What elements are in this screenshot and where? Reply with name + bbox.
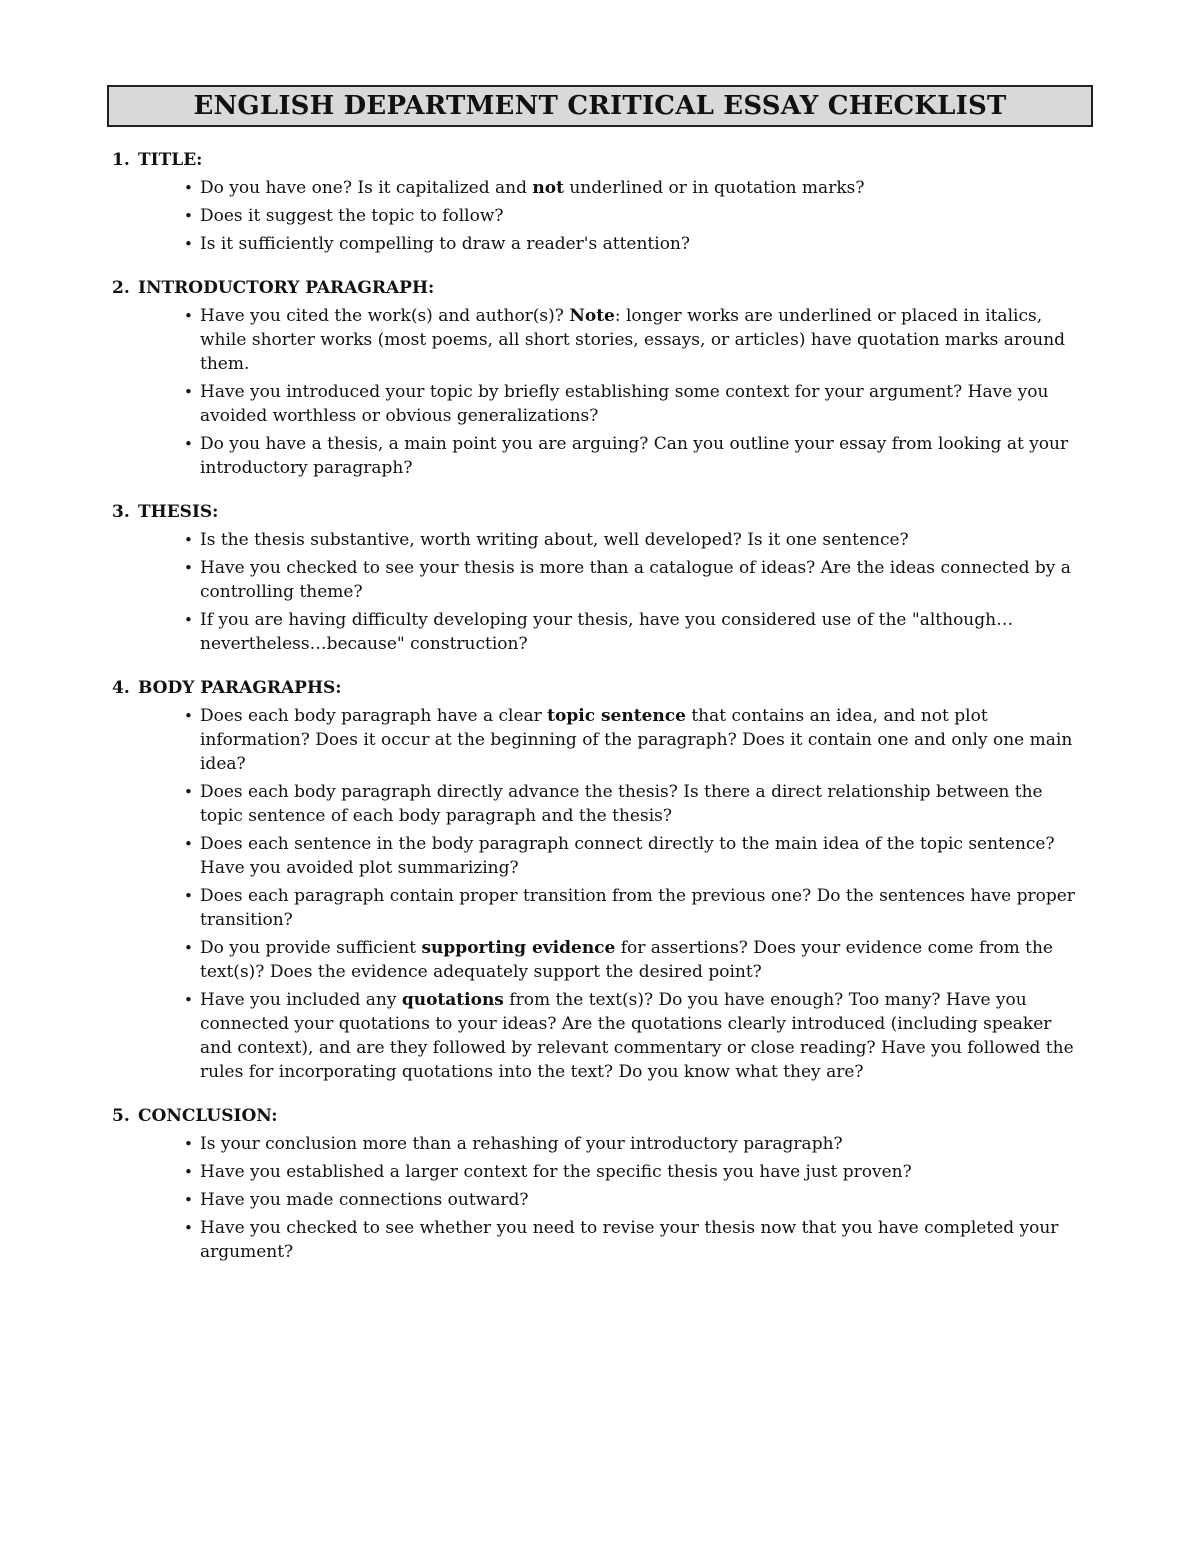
- section-heading: [112, 276, 1092, 300]
- checklist-item: [184, 304, 1084, 376]
- bullet-icon: •: [184, 707, 193, 725]
- item-emphasis: supporting evidence: [421, 938, 616, 958]
- checklist-item: [184, 608, 1084, 656]
- section-number: 1.: [112, 150, 130, 170]
- checklist-item: [184, 232, 1084, 256]
- item-text: Does each paragraph contain proper transition from the previous one? Do the sentences have proper transition?: [200, 886, 1075, 930]
- checklist-item: [184, 176, 1084, 200]
- bullet-icon: •: [184, 179, 193, 197]
- checklist-item: [184, 556, 1084, 604]
- section-heading: [112, 148, 1092, 172]
- checklist-item: [184, 832, 1084, 880]
- item-text: Do you have a thesis, a main point you are arguing? Can you outline your essay from looking at your introductory paragraph?: [200, 434, 1069, 478]
- section-number: 3.: [112, 502, 130, 522]
- item-text: If you are having difficulty developing your thesis, have you considered use of the "although…nevertheless…because" construction?: [200, 610, 1014, 654]
- bullet-icon: •: [184, 939, 193, 957]
- checklist-item: [184, 1216, 1084, 1264]
- item-text: Does each body paragraph directly advance the thesis? Is there a direct relationship between the topic sentence of each body paragraph and the thesis?: [200, 782, 1043, 826]
- bullet-icon: •: [184, 887, 193, 905]
- item-emphasis: not: [532, 178, 564, 198]
- checklist-item: [184, 704, 1084, 776]
- item-text: Is your conclusion more than a rehashing of your introductory paragraph?: [200, 1134, 843, 1154]
- item-text: Have you included any: [200, 990, 402, 1010]
- item-text: Does each body paragraph have a clear: [200, 706, 548, 726]
- item-text-continued: : longer works are underlined or placed in italics, while shorter works (most poems, all short stories, essays, or articles) have quotation marks around them.: [200, 306, 1066, 374]
- page-title: ENGLISH DEPARTMENT CRITICAL ESSAY CHECKLIST: [193, 91, 1007, 121]
- item-text: Does it suggest the topic to follow?: [200, 206, 504, 226]
- bullet-icon: •: [184, 1135, 193, 1153]
- checklist-item: [184, 780, 1084, 828]
- item-text-continued: underlined or in quotation marks?: [563, 178, 865, 198]
- checklist-item: [184, 204, 1084, 228]
- checklist-items: [112, 704, 1092, 1084]
- section-heading: [112, 676, 1092, 700]
- item-text: Do you provide sufficient: [200, 938, 422, 958]
- item-text: Is it sufficiently compelling to draw a reader's attention?: [200, 234, 690, 254]
- item-text: Do you have one? Is it capitalized and: [200, 178, 533, 198]
- item-emphasis: topic sentence: [547, 706, 686, 726]
- item-text: Have you made connections outward?: [200, 1190, 529, 1210]
- item-text: Have you checked to see your thesis is more than a catalogue of ideas? Are the ideas connected by a controlling theme?: [200, 558, 1071, 602]
- checklist-item: [184, 528, 1084, 552]
- section-introductory-paragraph: [112, 276, 1092, 480]
- bullet-icon: •: [184, 611, 193, 629]
- section-heading-text: THESIS:: [138, 502, 219, 522]
- item-text: Does each sentence in the body paragraph connect directly to the main idea of the topic sentence? Have you avoided plot summarizing?: [200, 834, 1055, 878]
- item-text-continued: for assertions? Does your evidence come from the text(s)? Does the evidence adequately support the desired point?: [200, 938, 1053, 982]
- bullet-icon: •: [184, 1191, 193, 1209]
- checklist-item: [184, 432, 1084, 480]
- checklist-item: [184, 1188, 1084, 1212]
- section-heading-text: BODY PARAGRAPHS:: [138, 678, 342, 698]
- checklist-item: [184, 988, 1084, 1084]
- item-text: Have you introduced your topic by briefly establishing some context for your argument? Have you avoided worthless or obvious generalizations?: [200, 382, 1049, 426]
- checklist-items: [112, 304, 1092, 480]
- item-text: Have you established a larger context for the specific thesis you have just proven?: [200, 1162, 912, 1182]
- item-emphasis: Note: [569, 306, 615, 326]
- item-text: Is the thesis substantive, worth writing about, well developed? Is it one sentence?: [200, 530, 909, 550]
- section-heading: [112, 500, 1092, 524]
- section-body-paragraphs: [112, 676, 1092, 1084]
- bullet-icon: •: [184, 235, 193, 253]
- item-text-continued: that contains an idea, and not plot information? Does it occur at the beginning of the paragraph? Does it contain one and only one main idea?: [200, 706, 1073, 774]
- checklist-items: [112, 1132, 1092, 1264]
- bullet-icon: •: [184, 307, 193, 325]
- item-text: Have you cited the work(s) and author(s)?: [200, 306, 570, 326]
- item-text: Have you checked to see whether you need to revise your thesis now that you have completed your argument?: [200, 1218, 1059, 1262]
- checklist-items: [112, 176, 1092, 256]
- section-conclusion: [112, 1104, 1092, 1264]
- item-emphasis: quotations: [401, 990, 504, 1010]
- checklist-items: [112, 528, 1092, 656]
- checklist-item: [184, 380, 1084, 428]
- bullet-icon: •: [184, 835, 193, 853]
- bullet-icon: •: [184, 1219, 193, 1237]
- section-heading-text: TITLE:: [138, 150, 203, 170]
- title-banner: [107, 85, 1093, 127]
- section-title: [112, 148, 1092, 256]
- bullet-icon: •: [184, 783, 193, 801]
- checklist-item: [184, 1160, 1084, 1184]
- section-heading-text: CONCLUSION:: [138, 1106, 278, 1126]
- section-heading-text: INTRODUCTORY PARAGRAPH:: [138, 278, 435, 298]
- checklist-item: [184, 936, 1084, 984]
- bullet-icon: •: [184, 383, 193, 401]
- section-number: 5.: [112, 1106, 130, 1126]
- section-number: 4.: [112, 678, 130, 698]
- checklist-item: [184, 1132, 1084, 1156]
- section-number: 2.: [112, 278, 130, 298]
- bullet-icon: •: [184, 435, 193, 453]
- bullet-icon: •: [184, 207, 193, 225]
- bullet-icon: •: [184, 559, 193, 577]
- item-text-continued: from the text(s)? Do you have enough? Too many? Have you connected your quotations to your ideas? Are the quotations clearly introduced (including speaker and context), and are they followed by relevant commentary or close reading? Have you followed the rules for incorporating quotations into the text? Do you know what they are?: [200, 990, 1074, 1082]
- checklist-item: [184, 884, 1084, 932]
- checklist-content: [112, 148, 1092, 1284]
- section-thesis: [112, 500, 1092, 656]
- bullet-icon: •: [184, 531, 193, 549]
- bullet-icon: •: [184, 991, 193, 1009]
- bullet-icon: •: [184, 1163, 193, 1181]
- section-heading: [112, 1104, 1092, 1128]
